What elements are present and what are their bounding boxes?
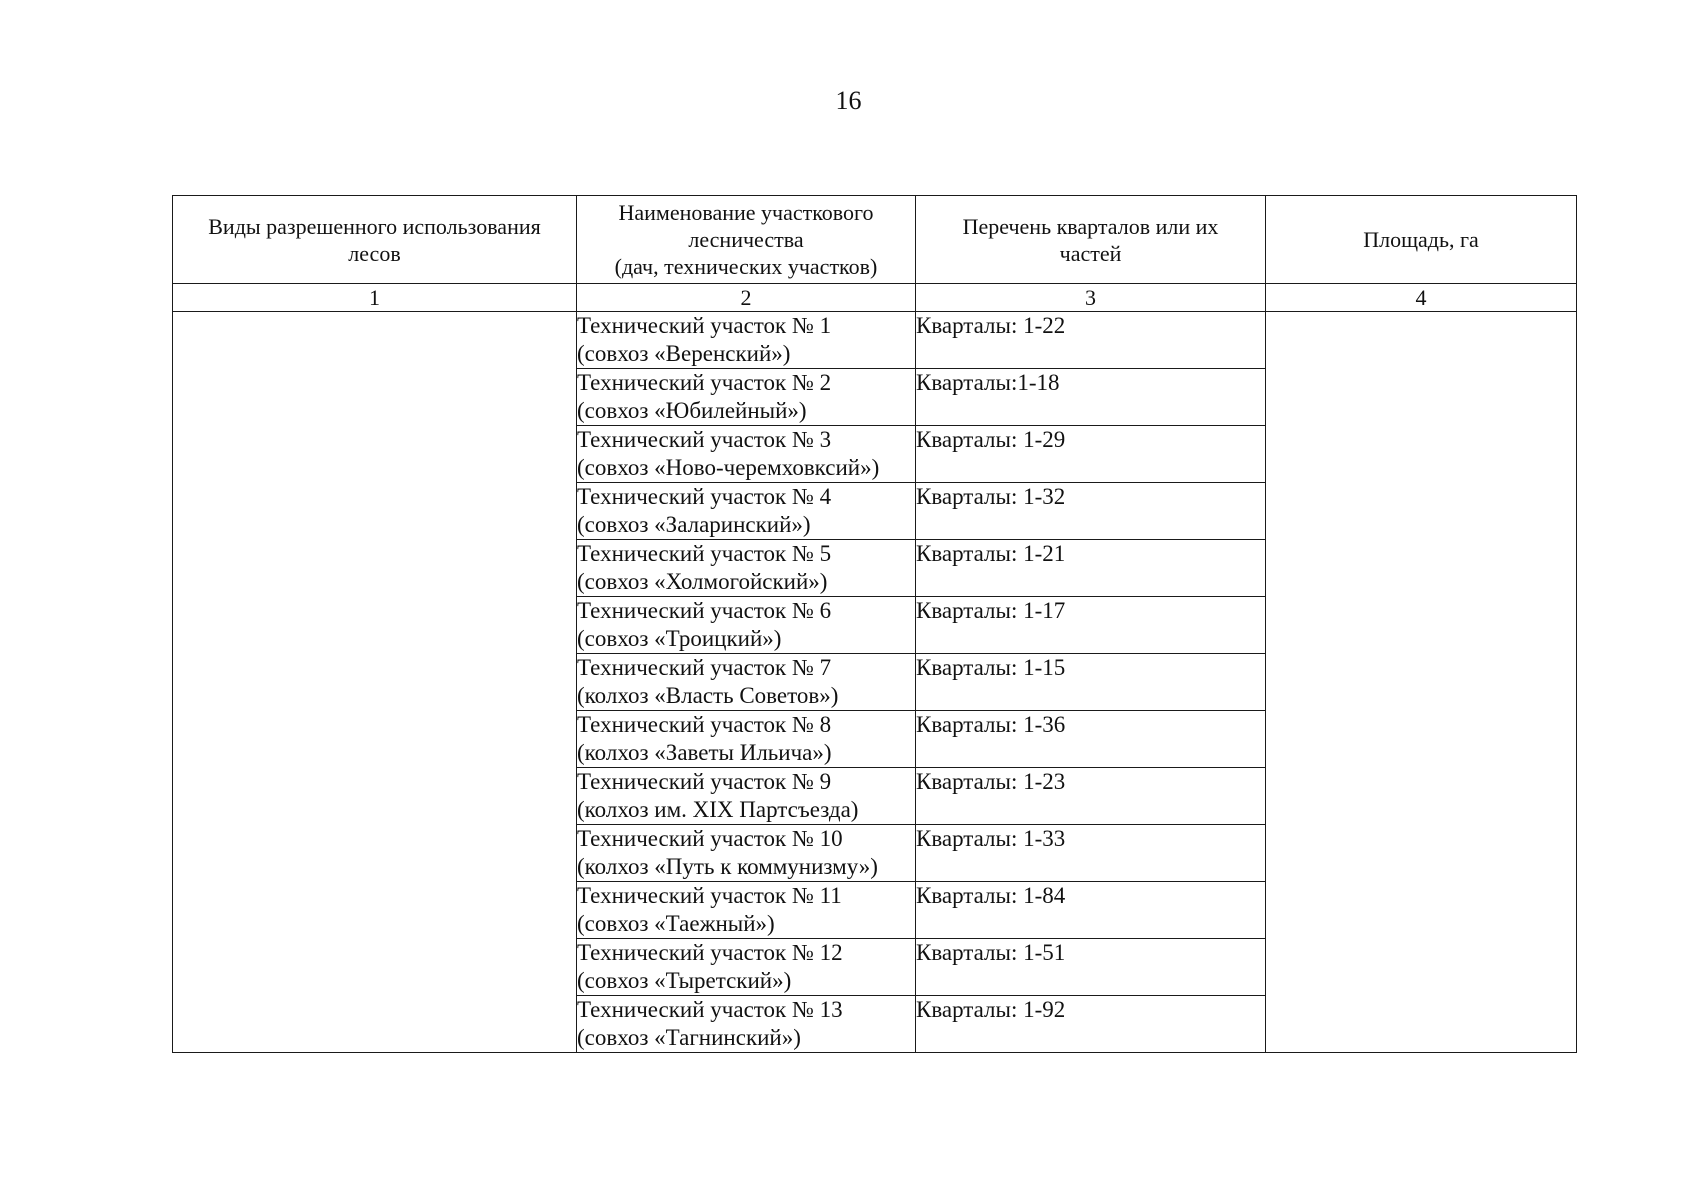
forestry-name-line: (совхоз «Тагнинский»)	[577, 1025, 801, 1050]
forestry-name-line: (совхоз «Юбилейный»)	[577, 398, 807, 423]
forestry-name-cell	[577, 483, 916, 540]
quarters-cell: Кварталы: 1-17	[916, 597, 1266, 654]
header-line: лесничества	[688, 227, 804, 252]
quarters-cell: Кварталы: 1-15	[916, 654, 1266, 711]
column-number: 1	[173, 284, 577, 312]
forestry-name-cell	[577, 825, 916, 882]
header-line: Наименование участкового	[618, 200, 874, 225]
header-line: Перечень кварталов или их	[962, 213, 1219, 239]
forestry-name-cell	[577, 654, 916, 711]
header-quarters-list	[916, 196, 1266, 284]
forestry-name-cell	[577, 996, 916, 1053]
header-line: (дач, технических участков)	[614, 254, 878, 279]
forest-use-table	[172, 195, 1577, 1053]
forestry-name-line: (совхоз «Таежный»)	[577, 911, 775, 936]
forestry-name-line: (колхоз «Путь к коммунизму»)	[577, 854, 878, 879]
page-number: 16	[835, 86, 862, 115]
quarters-cell: Кварталы: 1-32	[916, 483, 1266, 540]
forestry-name-line: Технический участок № 6	[577, 598, 832, 623]
quarters-cell: Кварталы: 1-23	[916, 768, 1266, 825]
table-header-row	[173, 196, 1577, 284]
quarters-cell: Кварталы: 1-33	[916, 825, 1266, 882]
column-number: 4	[1266, 284, 1577, 312]
quarters-cell: Кварталы: 1-29	[916, 426, 1266, 483]
forestry-name-line: Технический участок № 12	[577, 940, 843, 965]
forestry-name-line: (совхоз «Ново-черемховксий»)	[577, 455, 880, 480]
forestry-name-line: Технический участок № 4	[577, 484, 832, 509]
forestry-name-line: (колхоз «Власть Советов»)	[577, 683, 839, 708]
forestry-name-cell	[577, 540, 916, 597]
forestry-name-cell	[577, 711, 916, 768]
forestry-name-cell	[577, 939, 916, 996]
quarters-cell: Кварталы: 1-84	[916, 882, 1266, 939]
forestry-name-cell	[577, 312, 916, 369]
header-line: Виды разрешенного использования	[208, 213, 541, 239]
forestry-name-line: Технический участок № 13	[577, 997, 843, 1022]
forestry-name-line: Технический участок № 5	[577, 541, 832, 566]
forestry-name-line: Технический участок № 9	[577, 769, 832, 794]
header-line: частей	[1059, 240, 1122, 266]
forestry-name-line: (совхоз «Тыретский»)	[577, 968, 792, 993]
header-line: лесов	[348, 240, 401, 266]
forestry-name-line: (совхоз «Заларинский»)	[577, 512, 811, 537]
forestry-name-cell	[577, 369, 916, 426]
forestry-name-line: Технический участок № 7	[577, 655, 832, 680]
quarters-cell: Кварталы: 1-22	[916, 312, 1266, 369]
quarters-cell: Кварталы: 1-36	[916, 711, 1266, 768]
forestry-name-line: Технический участок № 11	[577, 883, 842, 908]
forestry-name-line: (совхоз «Холмогойский»)	[577, 569, 828, 594]
header-line: Площадь, га	[1363, 227, 1479, 252]
forestry-name-line: (колхоз им. XIX Партсъезда)	[577, 797, 859, 822]
quarters-cell: Кварталы: 1-21	[916, 540, 1266, 597]
forestry-name-line: (совхоз «Троицкий»)	[577, 626, 782, 651]
forestry-name-cell	[577, 597, 916, 654]
table-row	[173, 312, 1577, 369]
forestry-name-line: Технический участок № 10	[577, 826, 843, 851]
forestry-name-cell	[577, 426, 916, 483]
quarters-cell: Кварталы: 1-92	[916, 996, 1266, 1053]
header-area	[1266, 196, 1577, 284]
usage-type-cell	[173, 312, 577, 1053]
column-number: 3	[916, 284, 1266, 312]
forestry-name-line: Технический участок № 8	[577, 712, 832, 737]
header-forestry-name	[577, 196, 916, 284]
forestry-name-line: (совхоз «Веренский»)	[577, 341, 791, 366]
forestry-name-cell	[577, 768, 916, 825]
forestry-name-line: (колхоз «Заветы Ильича»)	[577, 740, 832, 765]
forestry-name-cell	[577, 882, 916, 939]
quarters-cell: Кварталы:1-18	[916, 369, 1266, 426]
table-body	[173, 312, 1577, 1053]
area-cell	[1266, 312, 1577, 1053]
column-number-row	[173, 284, 1577, 312]
forestry-name-line: Технический участок № 2	[577, 370, 832, 395]
header-usage-types	[173, 196, 577, 284]
forestry-name-line: Технический участок № 1	[577, 313, 832, 338]
forestry-name-line: Технический участок № 3	[577, 427, 832, 452]
column-number: 2	[577, 284, 916, 312]
quarters-cell: Кварталы: 1-51	[916, 939, 1266, 996]
